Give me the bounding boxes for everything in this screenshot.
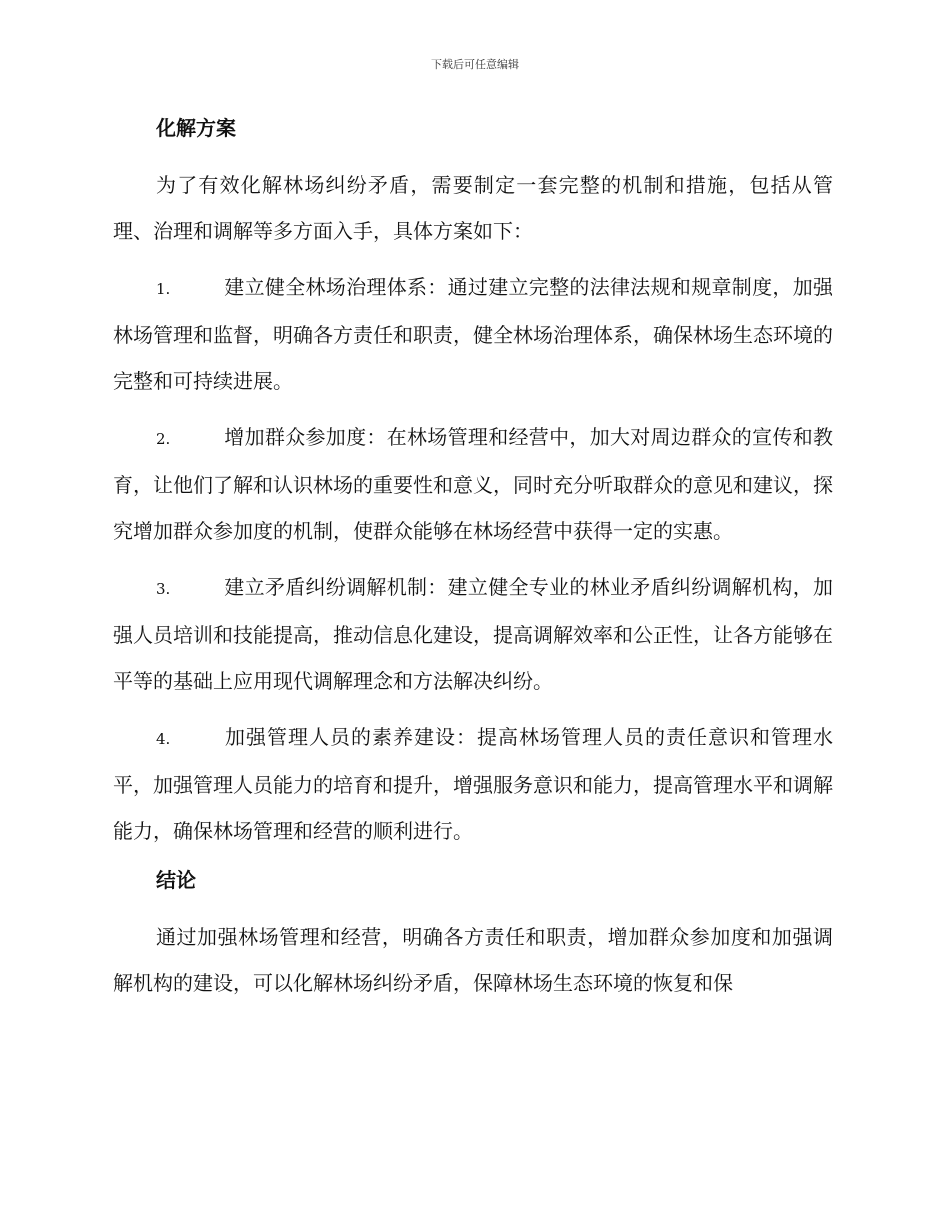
list-item <box>113 714 833 854</box>
list-number: 2. <box>156 430 171 448</box>
list-item <box>113 564 833 704</box>
list-number: 1. <box>156 280 171 298</box>
header-note: 下载后可任意编辑 <box>431 58 519 71</box>
list-number: 4. <box>156 730 171 748</box>
list-item <box>113 264 833 404</box>
list-item-text: 增加群众参加度：在林场管理和经营中，加大对周边群众的宣传和教育，让他们了解和认识林场的重要性和意义，同时充分听取群众的意见和建议，探究增加群众参加度的机制，使群众能够在林场经营中获得一定的实惠。 <box>113 425 833 543</box>
conclusion-paragraph: 通过加强林场管理和经营，明确各方责任和职责，增加群众参加度和加强调解机构的建设，可以化解林场纠纷矛盾，保障林场生态环境的恢复和保 <box>113 925 833 995</box>
document-body <box>113 112 833 1016</box>
list-item-text: 加强管理人员的素养建设：提高林场管理人员的责任意识和管理水平，加强管理人员能力的培育和提升，增强服务意识和能力，提高管理水平和调解能力，确保林场管理和经营的顺利进行。 <box>113 725 833 843</box>
list-item-text: 建立矛盾纠纷调解机制：建立健全专业的林业矛盾纠纷调解机构，加强人员培训和技能提高，推动信息化建设，提高调解效率和公正性，让各方能够在平等的基础上应用现代调解理念和方法解决纠纷。 <box>113 575 833 693</box>
section-heading-conclusion: 结论 <box>156 868 196 892</box>
intro-paragraph: 为了有效化解林场纠纷矛盾，需要制定一套完整的机制和措施，包括从管理、治理和调解等多方面入手，具体方案如下： <box>113 173 833 243</box>
section-heading-solution: 化解方案 <box>156 116 236 140</box>
list-item-text: 建立健全林场治理体系：通过建立完整的法律法规和规章制度，加强林场管理和监督，明确各方责任和职责，健全林场治理体系，确保林场生态环境的完整和可持续进展。 <box>113 275 833 393</box>
list-item <box>113 414 833 554</box>
list-number: 3. <box>156 580 171 598</box>
